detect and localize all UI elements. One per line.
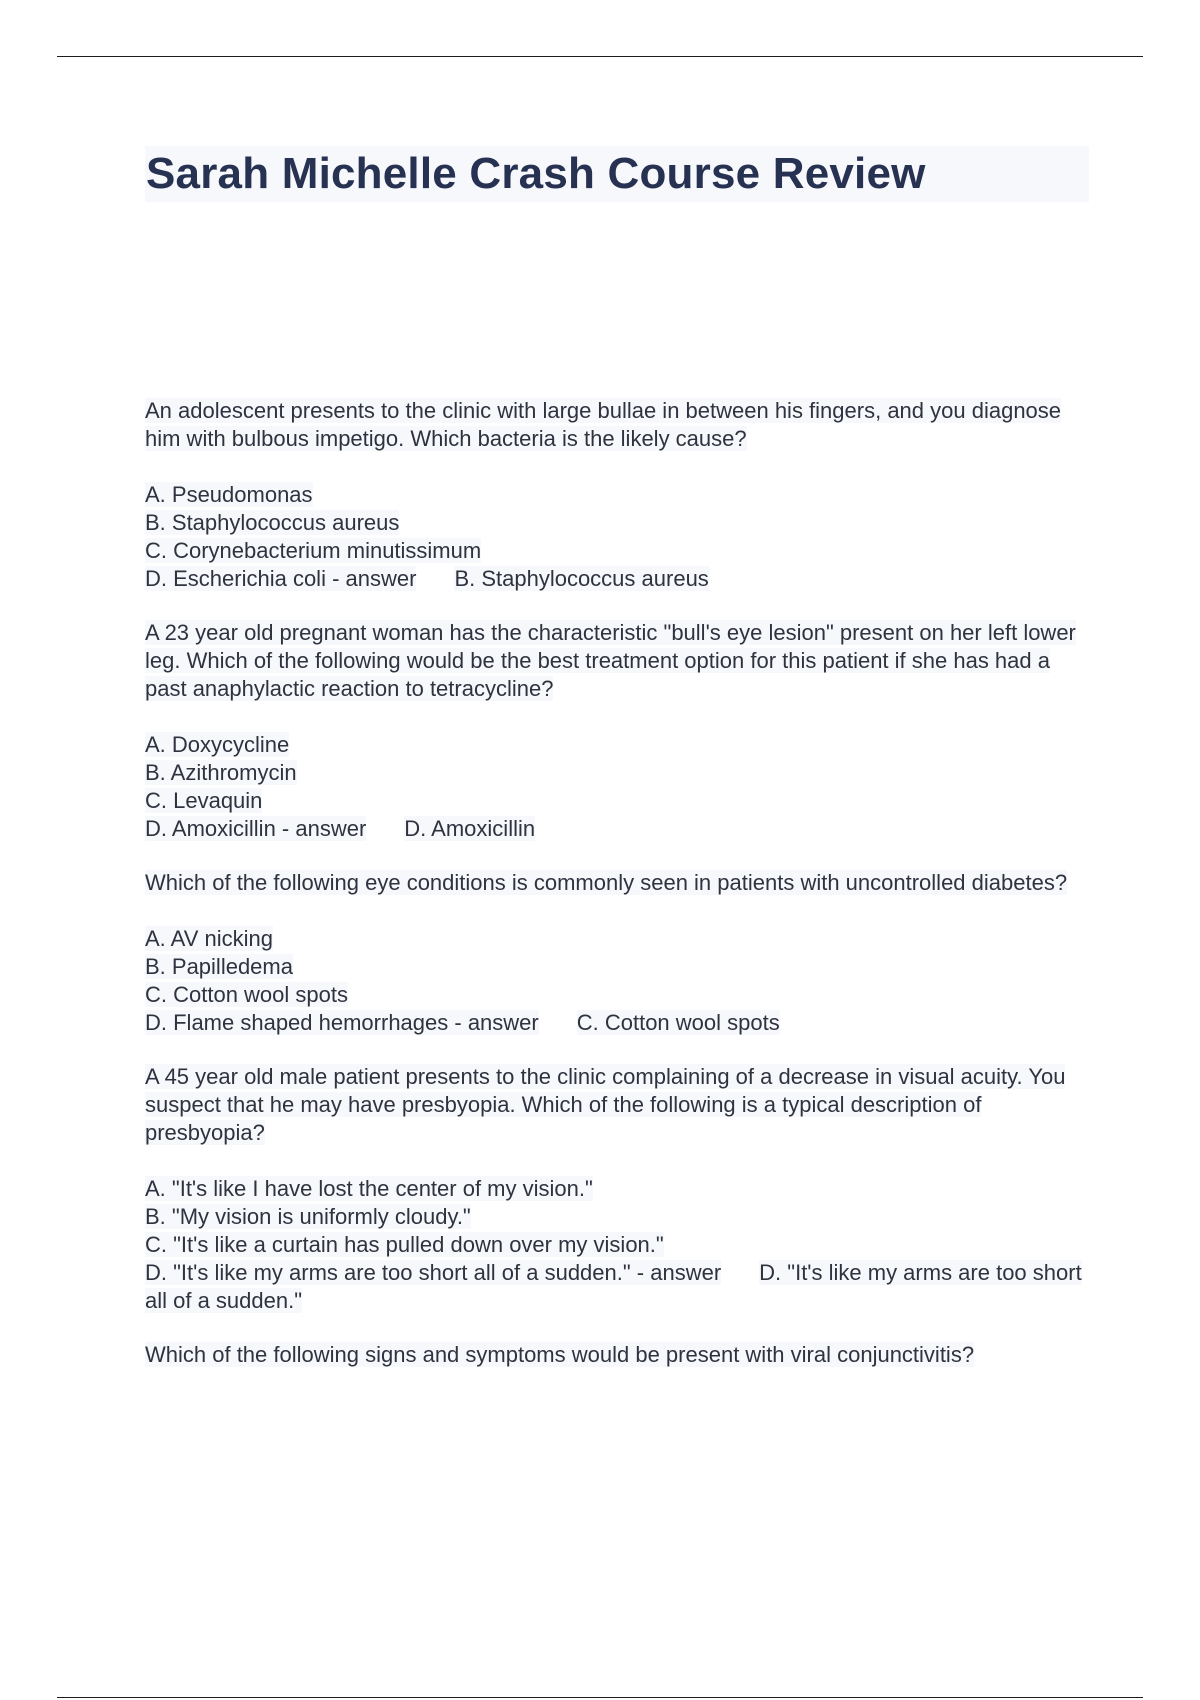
question-prompt: Which of the following eye conditions is commonly seen in patients with uncontrolled diabetes? [145,870,1068,895]
question-list [145,397,1089,1397]
option-a: A. Doxycycline [145,732,290,757]
option-b: B. Staphylococcus aureus [145,510,400,535]
question-prompt: A 23 year old pregnant woman has the characteristic "bull's eye lesion" present on her left lower leg. Which of the following would be the best treatment option for this patient if she has had a past anaphylactic reaction to tetracycline? [145,620,1076,701]
option-b: B. Papilledema [145,954,293,979]
question-prompt: Which of the following signs and symptoms would be present with viral conjunctivitis? [145,1342,975,1367]
answer-text: B. Staphylococcus aureus [454,566,709,591]
question-prompt: A 45 year old male patient presents to the clinic complaining of a decrease in visual acuity. You suspect that he may have presbyopia. Which of the following is a typical description of presbyopia? [145,1064,1066,1145]
option-a: A. Pseudomonas [145,482,313,507]
question-prompt: An adolescent presents to the clinic with large bullae in between his fingers, and you diagnose him with bulbous impetigo. Which bacteria is the likely cause? [145,398,1062,451]
question-5 [145,1341,1089,1369]
title-block [145,146,1089,202]
option-d-with-answer: D. "It's like my arms are too short all of a sudden." - answer D. "It's like my arms are too short all of a sudden." [145,1260,1082,1313]
question-1 [145,397,1089,593]
option-a: A. "It's like I have lost the center of my vision." [145,1176,593,1201]
page-title: Sarah Michelle Crash Course Review [146,149,926,198]
top-rule [57,56,1143,57]
answer-text: D. "It's like my arms are too short all of a sudden." [145,1260,1082,1313]
option-c: C. Cotton wool spots [145,982,348,1007]
option-c: C. "It's like a curtain has pulled down over my vision." [145,1232,664,1257]
question-2 [145,619,1089,843]
option-c: C. Corynebacterium minutissimum [145,538,482,563]
option-d-with-answer: D. Escherichia coli - answer B. Staphylococcus aureus [145,566,709,591]
option-d-with-answer: D. Flame shaped hemorrhages - answer C. Cotton wool spots [145,1010,780,1035]
answer-text: C. Cotton wool spots [576,1010,780,1035]
option-c: C. Levaquin [145,788,263,813]
option-b: B. Azithromycin [145,760,297,785]
bottom-rule [57,1697,1143,1698]
option-a: A. AV nicking [145,926,273,951]
question-4 [145,1063,1089,1315]
option-d-with-answer: D. Amoxicillin - answer D. Amoxicillin [145,816,536,841]
option-b: B. "My vision is uniformly cloudy." [145,1204,471,1229]
question-3 [145,869,1089,1037]
answer-text: D. Amoxicillin [404,816,536,841]
